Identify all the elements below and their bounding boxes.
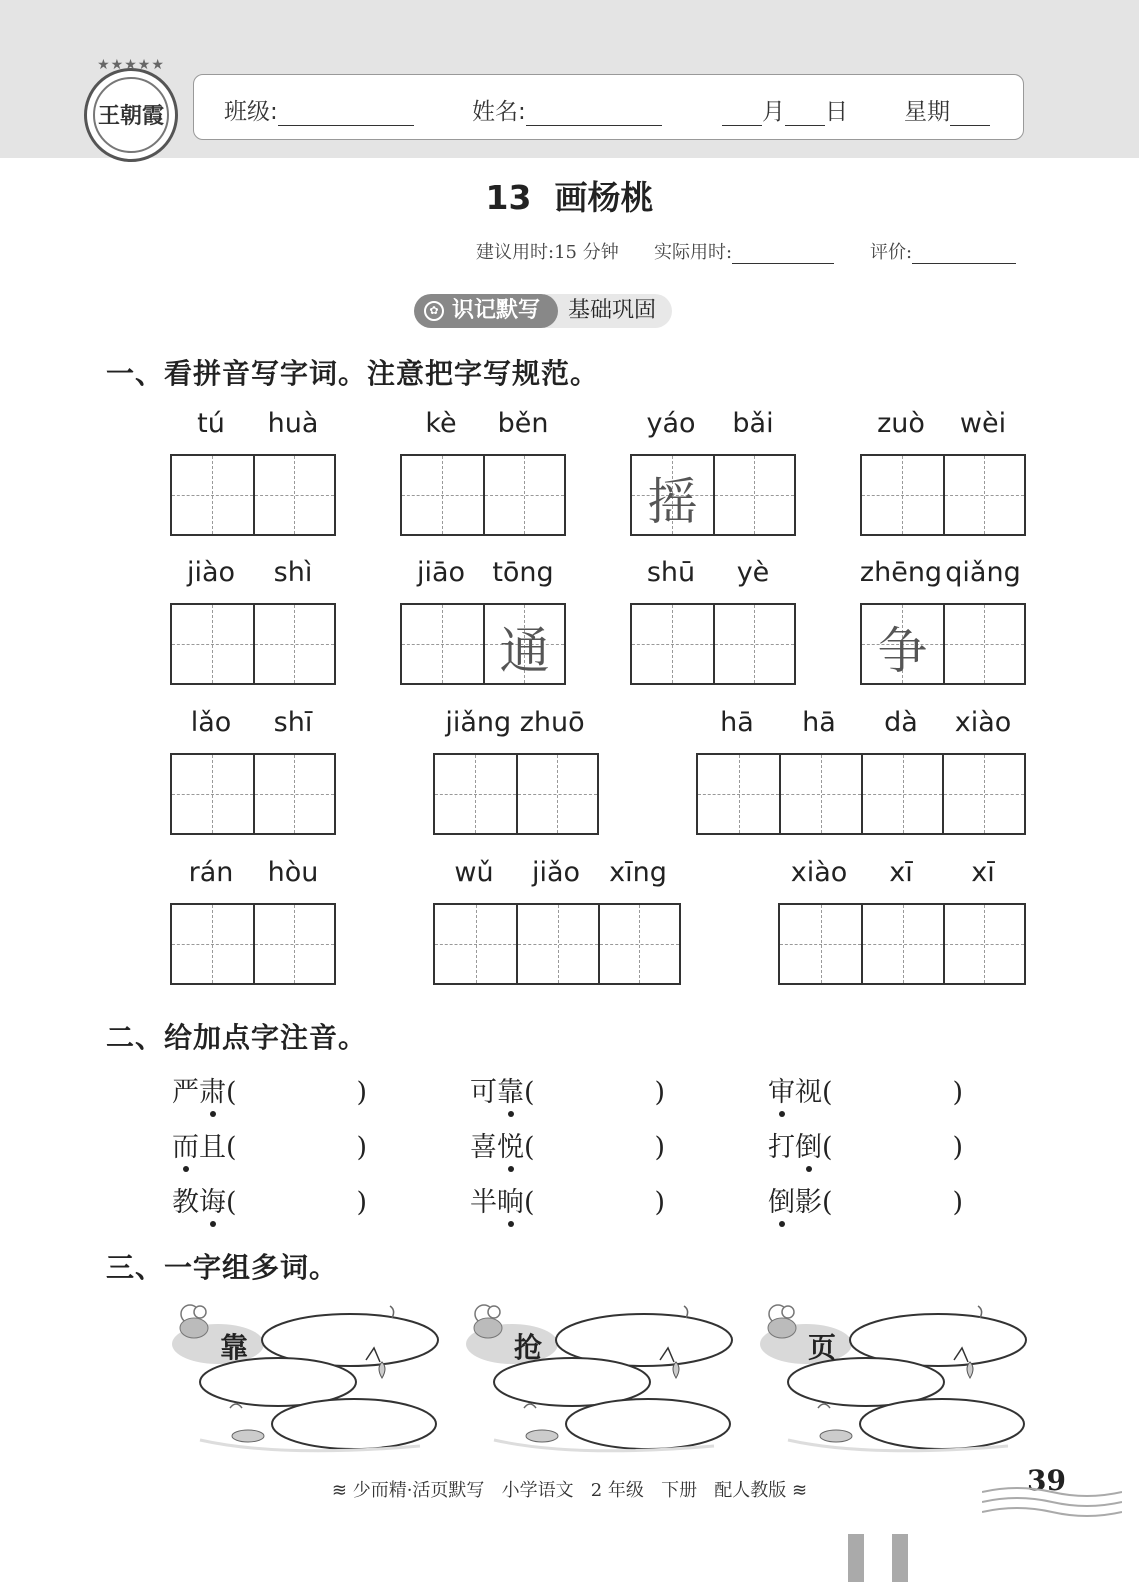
tianzige-cell[interactable]: [172, 605, 253, 683]
close-paren: ): [356, 1187, 368, 1218]
date-field[interactable]: [722, 93, 848, 126]
phonetic-item[interactable]: [768, 1180, 963, 1219]
lesson-title: 13 画杨桃: [485, 178, 654, 217]
close-paren: ): [952, 1187, 964, 1218]
section-badge: [414, 294, 672, 328]
pinyin-label: zhēng: [859, 557, 943, 588]
word-char: 审: [768, 1070, 795, 1109]
sample-character: 争: [877, 622, 928, 680]
pinyin-label: kè: [425, 408, 457, 439]
tianzige-grid[interactable]: [778, 903, 1026, 985]
pinyin-label: hòu: [267, 857, 319, 888]
close-paren: ): [356, 1077, 368, 1108]
word-char: 且: [199, 1132, 226, 1163]
logo-text: 王朝霞: [97, 103, 164, 129]
lily-pad-bubbles-icon: [464, 1300, 744, 1460]
pinyin-label: huà: [267, 408, 319, 439]
page-number: 39: [1027, 1464, 1066, 1497]
word-char: 严: [172, 1077, 199, 1108]
badge-dark: [414, 294, 558, 328]
tianzige-grid[interactable]: [170, 903, 336, 985]
binding-mark: [892, 1534, 908, 1582]
pinyin-label: yè: [736, 557, 770, 588]
word-char: 靠: [497, 1070, 524, 1109]
tianzige-cell[interactable]: [862, 605, 943, 683]
close-paren: ): [654, 1187, 666, 1218]
tianzige-grid[interactable]: [696, 753, 1026, 835]
pinyin-label: jiāo: [416, 557, 466, 588]
tianzige-cell[interactable]: [253, 905, 334, 983]
actual-time-label: 实际用时:: [654, 242, 733, 263]
word-group: [464, 1300, 744, 1460]
word-char: 可: [470, 1077, 497, 1108]
phonetic-item[interactable]: [470, 1125, 665, 1164]
day-label: 日: [825, 99, 848, 125]
word-char: 半: [470, 1187, 497, 1218]
pinyin-label: jiào: [186, 557, 236, 588]
section1-title: 一、看拼音写字词。注意把字写规范。: [106, 357, 600, 390]
tianzige-cell[interactable]: [172, 905, 253, 983]
tianzige-cell[interactable]: [861, 905, 942, 983]
tianzige-cell[interactable]: [598, 905, 679, 983]
pinyin-label: hā: [802, 707, 836, 738]
close-paren: ): [654, 1077, 666, 1108]
pinyin-label: jiǎng zhuō: [445, 707, 585, 738]
tianzige-cell[interactable]: [780, 905, 861, 983]
base-character: 靠: [219, 1331, 248, 1364]
pinyin-label: lǎo: [190, 707, 232, 738]
word-char: 倒: [795, 1125, 822, 1164]
name-blank[interactable]: [526, 99, 662, 126]
suggested-time: 建议用时:15 分钟: [476, 242, 619, 263]
week-blank[interactable]: [950, 99, 990, 126]
tianzige-cell[interactable]: [253, 755, 334, 833]
lily-pad-bubbles-icon: [758, 1300, 1038, 1460]
tianzige-cell[interactable]: [172, 755, 253, 833]
star-row-icon: ★★★★★: [97, 57, 165, 73]
tianzige-cell[interactable]: [698, 755, 779, 833]
word-char: 喜: [470, 1132, 497, 1163]
pinyin-label: shī: [273, 707, 313, 738]
class-field[interactable]: [224, 93, 414, 126]
word-char: 倒: [768, 1180, 795, 1219]
tianzige-cell[interactable]: [435, 905, 516, 983]
word-char: 诲: [199, 1180, 226, 1219]
tianzige-grid[interactable]: [400, 454, 566, 536]
tianzige-cell[interactable]: [779, 755, 861, 833]
badge-light-label: 基础巩固: [544, 294, 672, 328]
pinyin-label: bǎi: [732, 408, 774, 439]
brand-logo: [84, 57, 178, 162]
pinyin-label: rán: [188, 857, 234, 888]
evaluation-blank[interactable]: [912, 243, 1016, 264]
name-field[interactable]: [472, 93, 662, 126]
word-group: [170, 1300, 450, 1460]
open-paren: (: [226, 1077, 237, 1108]
sample-character: 摇: [647, 473, 698, 531]
tianzige-cell[interactable]: [435, 755, 516, 833]
base-character: 抢: [513, 1331, 542, 1364]
tianzige-cell[interactable]: [713, 456, 794, 534]
tianzige-cell[interactable]: [861, 755, 943, 833]
phonetic-item[interactable]: [768, 1125, 963, 1164]
pinyin-label: shū: [646, 557, 696, 588]
tianzige-cell[interactable]: [172, 456, 253, 534]
badge-dark-label: 识记默写: [452, 298, 541, 323]
word-char: 教: [172, 1187, 199, 1218]
open-paren: (: [524, 1132, 535, 1163]
tianzige-cell[interactable]: [253, 605, 334, 683]
tianzige-grid[interactable]: [170, 753, 336, 835]
pinyin-label: shì: [273, 557, 313, 588]
word-char: 打: [768, 1132, 795, 1163]
pinyin-label: dà: [884, 707, 918, 738]
student-info-box: [193, 74, 1024, 140]
month-label: 月: [762, 99, 785, 125]
class-blank[interactable]: [278, 99, 414, 126]
pinyin-label: xī: [971, 857, 995, 888]
tianzige-grid[interactable]: [400, 603, 566, 685]
pinyin-label: wèi: [959, 408, 1007, 439]
pinyin-label: tú: [197, 408, 225, 439]
pinyin-label: yáo: [646, 408, 696, 439]
day-blank[interactable]: [785, 99, 825, 126]
tianzige-grid[interactable]: [433, 903, 681, 985]
tianzige-grid[interactable]: [170, 603, 336, 685]
tianzige-grid[interactable]: [630, 603, 796, 685]
pinyin-label: xiào: [954, 707, 1012, 738]
word-char: 视: [795, 1077, 822, 1108]
pinyin-label: běn: [497, 408, 549, 439]
sample-character: 通: [499, 622, 550, 680]
name-label: 姓名:: [472, 99, 526, 125]
tianzige-cell[interactable]: [483, 456, 564, 534]
pinyin-label: xī: [889, 857, 913, 888]
tianzige-grid[interactable]: [433, 753, 599, 835]
phonetic-item[interactable]: [172, 1180, 367, 1219]
pinyin-label: qiǎng: [945, 557, 1021, 588]
binding-mark: [848, 1534, 864, 1582]
weekday-field[interactable]: [904, 93, 990, 126]
tianzige-cell[interactable]: [862, 456, 943, 534]
tianzige-cell[interactable]: [483, 605, 564, 683]
pinyin-label: jiǎo: [531, 857, 581, 888]
close-paren: ): [356, 1132, 368, 1163]
tianzige-cell[interactable]: [253, 456, 334, 534]
word-char: 悦: [497, 1125, 524, 1164]
medal-icon: ✿: [424, 301, 444, 321]
tianzige-grid[interactable]: [630, 454, 796, 536]
tianzige-cell[interactable]: [632, 456, 713, 534]
tianzige-cell[interactable]: [402, 605, 483, 683]
pinyin-label: tōng: [492, 557, 554, 588]
tianzige-cell[interactable]: [516, 905, 597, 983]
phonetic-item[interactable]: [172, 1125, 367, 1164]
tianzige-grid[interactable]: [860, 603, 1026, 685]
section3-title: 三、一字组多词。: [106, 1251, 339, 1284]
word-char: 而: [172, 1125, 199, 1164]
open-paren: (: [226, 1187, 237, 1218]
pinyin-label: xiào: [790, 857, 848, 888]
close-paren: ): [952, 1077, 964, 1108]
base-character: 页: [807, 1331, 836, 1364]
open-paren: (: [822, 1187, 833, 1218]
tianzige-grid[interactable]: [170, 454, 336, 536]
tianzige-cell[interactable]: [402, 456, 483, 534]
tianzige-cell[interactable]: [713, 605, 794, 683]
tianzige-cell[interactable]: [943, 456, 1024, 534]
actual-time-blank[interactable]: [732, 243, 834, 264]
open-paren: (: [822, 1132, 833, 1163]
tianzige-grid[interactable]: [860, 454, 1026, 536]
open-paren: (: [226, 1132, 237, 1163]
pinyin-label: hā: [720, 707, 754, 738]
word-char: 肃: [199, 1070, 226, 1109]
evaluation-field[interactable]: [870, 238, 1016, 264]
section2-title: 二、给加点字注音。: [106, 1021, 368, 1054]
actual-time-field[interactable]: [654, 238, 834, 264]
tianzige-cell[interactable]: [632, 605, 713, 683]
wave-lines-icon: [982, 1484, 1122, 1520]
pinyin-label: wǔ: [454, 857, 494, 888]
tianzige-cell[interactable]: [943, 605, 1024, 683]
open-paren: (: [822, 1077, 833, 1108]
phonetic-item[interactable]: [470, 1180, 665, 1219]
tianzige-cell[interactable]: [516, 755, 597, 833]
phonetic-item[interactable]: [470, 1070, 665, 1109]
close-paren: ): [654, 1132, 666, 1163]
phonetic-item[interactable]: [768, 1070, 963, 1109]
tianzige-cell[interactable]: [942, 755, 1024, 833]
word-group: [758, 1300, 1038, 1460]
tianzige-cell[interactable]: [943, 905, 1024, 983]
pinyin-label: zuò: [877, 408, 925, 439]
evaluation-label: 评价:: [870, 242, 913, 263]
lily-pad-bubbles-icon: [170, 1300, 450, 1460]
week-label: 星期: [904, 99, 950, 125]
pinyin-label: xīng: [609, 857, 667, 888]
class-label: 班级:: [224, 99, 278, 125]
phonetic-item[interactable]: [172, 1070, 367, 1109]
month-blank[interactable]: [722, 99, 762, 126]
open-paren: (: [524, 1077, 535, 1108]
close-paren: ): [952, 1132, 964, 1163]
open-paren: (: [524, 1187, 535, 1218]
word-char: 晌: [497, 1180, 524, 1219]
word-char: 影: [795, 1187, 822, 1218]
footer-text: ≋ 少而精·活页默写 小学语文 2 年级 下册 配人教版 ≋: [331, 1480, 808, 1501]
